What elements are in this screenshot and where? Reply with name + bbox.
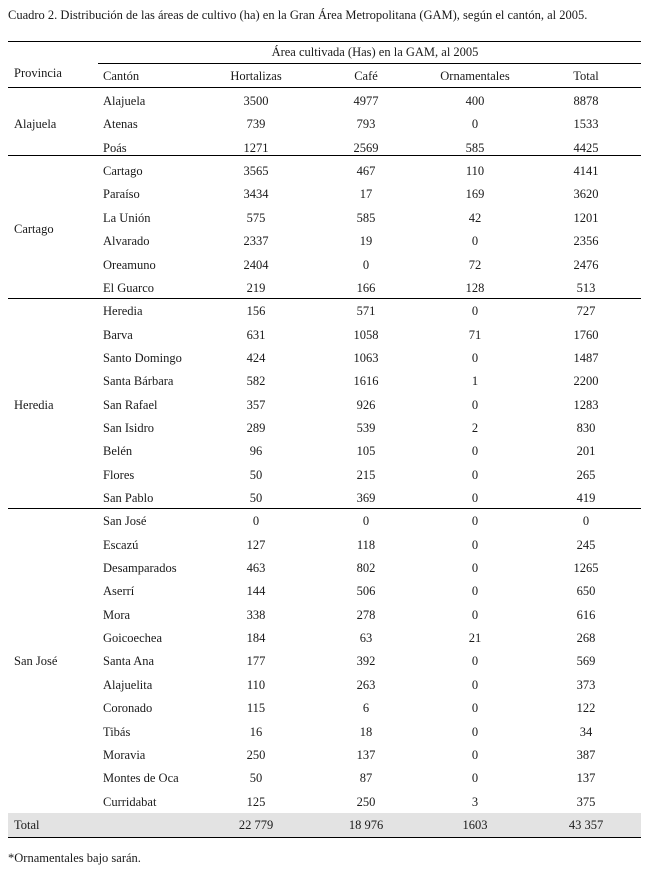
table-top-rule [8,41,641,42]
cafe-cell: 278 [356,607,376,622]
total-cafe: 18 976 [348,818,384,832]
canton-cell: Cartago [103,164,143,179]
ornamentales-cell: 0 [471,584,479,599]
cafe-cell: 506 [356,584,376,599]
canton-cell: Santo Domingo [103,350,182,365]
total-hortalizas: 22 779 [238,818,274,832]
total-cell: 122 [576,701,596,716]
hortalizas-cell: 115 [246,701,266,716]
canton-cell: Paraíso [103,187,140,202]
total-cell: 1533 [573,117,599,132]
footnote: *Ornamentales bajo sarán. [8,851,141,865]
hortalizas-cell: 50 [249,771,263,786]
total-cell: 201 [576,444,596,459]
province-label: Alajuela [14,117,57,132]
cafe-cell: 166 [356,280,376,295]
total-cell: 34 [579,724,593,739]
cafe-cell: 0 [362,514,370,529]
ornamentales-cell: 169 [465,187,485,202]
canton-cell: Coronado [103,701,153,716]
province-label: Heredia [14,397,54,412]
canton-cell: Atenas [103,117,138,132]
cafe-cell: 793 [356,117,376,132]
ornamentales-cell: 0 [471,467,479,482]
group-header-rule [98,63,641,64]
total-cell: 727 [576,304,596,319]
hortalizas-cell: 50 [249,491,263,505]
total-cell: 268 [576,631,596,646]
canton-cell: Santa Bárbara [103,374,174,389]
cafe-cell: 137 [356,747,376,762]
total-cell: 419 [576,491,596,505]
ornamentales-cell: 110 [465,164,485,179]
ornamentales-cell: 0 [471,607,479,622]
cafe-cell: 87 [359,771,373,786]
hortalizas-cell: 16 [249,724,263,739]
hortalizas-cell: 289 [246,420,266,435]
hortalizas-cell: 184 [246,631,266,646]
hortalizas-cell: 177 [246,654,266,669]
total-cell: 830 [576,420,596,435]
total-cell: 1760 [573,327,599,342]
hortalizas-cell: 463 [246,561,266,575]
total-cell: 1283 [573,397,599,412]
canton-cell: Montes de Oca [103,771,179,786]
cafe-cell: 19 [359,234,373,249]
ornamentales-cell: 0 [471,444,479,459]
ornamentales-cell: 0 [471,561,479,575]
canton-cell: El Guarco [103,280,155,295]
canton-cell: San Rafael [103,397,158,412]
group-header-label: Área cultivada (Has) en la GAM, al 2005 [271,45,479,59]
total-cell: 2356 [573,234,599,249]
total-cell: 245 [576,537,596,552]
cafe-cell: 263 [356,677,376,692]
cafe-cell: 539 [356,420,376,435]
hortalizas-cell: 2337 [243,234,269,249]
ornamentales-cell: 0 [471,117,479,132]
province-divider [8,155,641,156]
ornamentales-cell: 3 [471,794,479,809]
hortalizas-cell: 357 [246,397,266,412]
canton-cell: Goicoechea [103,631,162,646]
total-row-label: Total [14,818,40,832]
total-cell: 0 [582,514,590,529]
header-cafe: Café [354,69,378,83]
ornamentales-cell: 1 [471,374,479,389]
total-cell: 375 [576,794,596,809]
cafe-cell: 467 [356,164,376,179]
canton-cell: Poás [103,140,127,155]
province-label: San José [14,654,58,669]
hortalizas-cell: 582 [246,374,266,389]
header-hortalizas: Hortalizas [230,69,282,83]
total-cell: 1487 [573,350,599,365]
canton-cell: Belén [103,444,133,459]
canton-cell: Tibás [103,724,131,739]
cafe-cell: 250 [356,794,376,809]
hortalizas-cell: 96 [249,444,263,459]
canton-cell: San Isidro [103,420,155,435]
canton-cell: Heredia [103,304,143,319]
canton-cell: Aserrí [103,584,135,599]
ornamentales-cell: 0 [471,771,479,786]
total-cell: 387 [576,747,596,762]
cafe-cell: 6 [362,701,370,716]
ornamentales-cell: 42 [468,210,482,225]
cafe-cell: 17 [359,187,373,202]
cafe-cell: 0 [362,257,370,272]
hortalizas-cell: 250 [246,747,266,762]
canton-cell: Oreamuno [103,257,156,272]
ornamentales-cell: 400 [465,94,485,108]
total-ornamentales: 1603 [462,818,488,832]
hortalizas-cell: 50 [249,467,263,482]
ornamentales-cell: 128 [465,280,485,295]
header-ornamentales: Ornamentales [440,69,510,83]
cafe-cell: 63 [359,631,373,646]
ornamentales-cell: 0 [471,350,479,365]
ornamentales-cell: 0 [471,701,479,716]
cafe-cell: 105 [356,444,376,459]
cafe-cell: 802 [356,561,376,575]
header-bottom-rule [8,87,641,88]
ornamentales-cell: 585 [465,140,485,155]
total-cell: 1201 [573,210,599,225]
canton-cell: San José [103,514,147,529]
total-cell: 650 [576,584,596,599]
cafe-cell: 1063 [353,350,379,365]
cafe-cell: 18 [359,724,373,739]
hortalizas-cell: 127 [246,537,266,552]
hortalizas-cell: 739 [246,117,266,132]
cafe-cell: 392 [356,654,376,669]
hortalizas-cell: 156 [246,304,266,319]
canton-cell: Barva [103,327,133,342]
cafe-cell: 571 [356,304,376,319]
cafe-cell: 1058 [353,327,379,342]
canton-cell: Santa Ana [103,654,155,669]
hortalizas-cell: 219 [246,280,266,295]
ornamentales-cell: 0 [471,491,479,505]
hortalizas-cell: 424 [246,350,266,365]
cafe-cell: 1616 [353,374,379,389]
table-bottom-rule [8,837,641,838]
ornamentales-cell: 72 [468,257,482,272]
ornamentales-cell: 0 [471,747,479,762]
ornamentales-cell: 0 [471,537,479,552]
cafe-cell: 926 [356,397,376,412]
cafe-cell: 369 [356,491,376,505]
total-cell: 569 [576,654,596,669]
total-cell: 265 [576,467,596,482]
total-cell: 3620 [573,187,599,202]
cafe-cell: 118 [356,537,376,552]
hortalizas-cell: 0 [252,514,260,529]
total-cell: 4425 [573,140,599,155]
canton-cell: Escazú [103,537,139,552]
canton-cell: Mora [103,607,131,622]
province-divider [8,298,641,299]
canton-cell: Alvarado [103,234,150,249]
total-cell: 616 [576,607,596,622]
canton-cell: San Pablo [103,491,154,505]
hortalizas-cell: 110 [246,677,266,692]
ornamentales-cell: 0 [471,654,479,669]
total-cell: 373 [576,677,596,692]
canton-cell: Moravia [103,747,146,762]
ornamentales-cell: 0 [471,514,479,529]
ornamentales-cell: 0 [471,234,479,249]
total-cell: 2476 [573,257,599,272]
cafe-cell: 4977 [353,94,379,108]
hortalizas-cell: 144 [246,584,266,599]
hortalizas-cell: 575 [246,210,266,225]
ornamentales-cell: 21 [468,631,482,646]
cafe-cell: 215 [356,467,376,482]
ornamentales-cell: 2 [471,420,479,435]
hortalizas-cell: 3565 [243,164,269,179]
canton-cell: Desamparados [103,561,177,575]
hortalizas-cell: 631 [246,327,266,342]
cafe-cell: 2569 [353,140,379,155]
total-cell: 8878 [573,94,599,108]
ornamentales-cell: 0 [471,397,479,412]
canton-cell: Alajuelita [103,677,153,692]
hortalizas-cell: 125 [246,794,266,809]
province-divider [8,508,641,509]
total-cell: 2200 [573,374,599,389]
canton-cell: Flores [103,467,135,482]
hortalizas-cell: 3434 [243,187,269,202]
total-cell: 137 [576,771,596,786]
ornamentales-cell: 71 [468,327,482,342]
header-provincia: Provincia [14,66,62,80]
ornamentales-cell: 0 [471,724,479,739]
hortalizas-cell: 2404 [243,257,269,272]
header-total: Total [573,69,599,83]
total-total: 43 357 [568,818,604,832]
total-cell: 1265 [573,561,599,575]
table-caption: Cuadro 2. Distribución de las áreas de cultivo (ha) en la Gran Área Metropolitana (GAM), según el cantón, al 2005. [8,8,588,22]
cafe-cell: 585 [356,210,376,225]
total-cell: 4141 [573,164,599,179]
ornamentales-cell: 0 [471,304,479,319]
total-cell: 513 [576,280,596,295]
hortalizas-cell: 3500 [243,94,269,108]
hortalizas-cell: 1271 [243,140,269,155]
canton-cell: La Unión [103,210,151,225]
canton-cell: Curridabat [103,794,157,809]
header-canton: Cantón [103,69,140,83]
hortalizas-cell: 338 [246,607,266,622]
ornamentales-cell: 0 [471,677,479,692]
province-label: Cartago [14,222,54,237]
canton-cell: Alajuela [103,94,146,108]
